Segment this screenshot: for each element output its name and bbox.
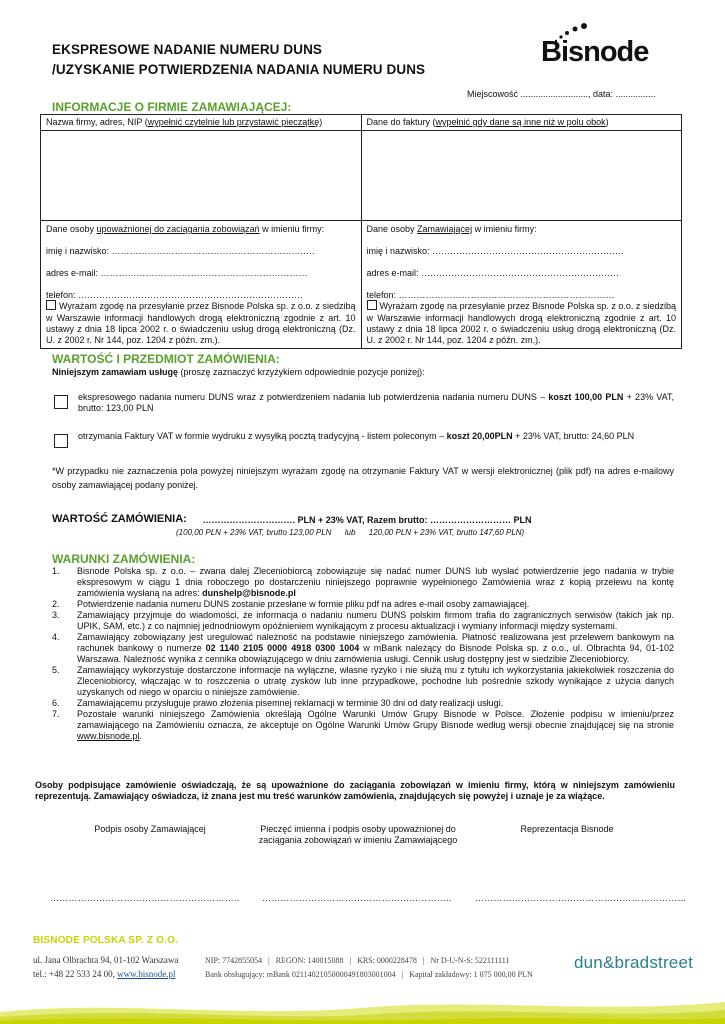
term-item-6: 6. Zamawiającemu przysługuje prawo złożenia pisemnej reklamacji w terminie 30 dni od daty realizacji usługi. [52, 697, 504, 708]
place-date-line: Miejscowość ..........................., data: ................ [467, 89, 656, 99]
ordering-person-block [361, 221, 682, 349]
authorized-name-field[interactable]: imię i nazwisko: ……………………………………………………….…. [46, 245, 315, 256]
footer-bank: Bank obsługujący: mBank 02114021050000491803001004 | Kapitał zakładowy: 1 075 000,00 PLN [205, 970, 533, 979]
authorized-person-label: Dane osoby upoważnionej do zaciągania zobowiązań w imieniu firmy: [46, 224, 325, 235]
signature-field-bisnode[interactable]: …………………………………………………………… [475, 893, 687, 903]
footer-registry: NIP: 7742855054 | REGON: 140015088 | KRS: 0000228478 | Nr D-U-N-S: 522111111 [205, 956, 510, 965]
dun-bradstreet-logo: dun&bradstreet [574, 953, 694, 972]
firm-section-title: INFORMACJE O FIRMIE ZAMAWIAJĄCEJ: [52, 100, 292, 114]
firm-info-table [40, 114, 682, 349]
term-item-7: 7. Pozostałe warunki niniejszego Zamówienia określają Ogólne Warunki Umów Grupy Bisnode w Polsce. Złożenie podpisu w imieniu/przez zamawiającego na Zamówieniu oznacza, że akceptuje on Ogólne Warunki Umów Grupy Bisnode według wersji obecnie znajdującej się na stronie www.bisnode.pl. [52, 708, 674, 741]
footer-address: ul. Jana Olbrachta 94, 01-102 Warszawa [33, 955, 179, 965]
firm-left-header: Nazwa firmy, adres, NIP (wypełnić czytelnie lub przystawić pieczątkę) [41, 115, 362, 131]
signature-label-bisnode: Reprezentacja Bisnode [520, 824, 614, 834]
bisnode-logo-text: Bisnode [541, 36, 649, 68]
authorized-person-block [41, 221, 362, 349]
order-item1-checkbox[interactable] [54, 395, 68, 409]
order-intro: Niniejszym zamawiam usługę (proszę zaznaczyć krzyżykiem odpowiednie pozycje poniżej): [52, 367, 425, 377]
signature-field-authorized[interactable]: …………………………………………………….. [262, 893, 452, 903]
invoice-note: *W przypadku nie zaznaczenia pola powyżej niniejszym wyrażam zgodę na otrzymanie Faktury VAT w wersji elektronicznej (plik pdf) na adres e-mailowy osoby zamawiającej podany poniżej. [52, 466, 674, 490]
term-item-1: 1. Bisnode Polska sp. z o.o. – zwana dalej Zleceniobiorcą zobowiązuje się nadać numer DUNS lub wysłać potwierdzenie jego nadania w trybie ekspresowym w ciągu 1 dnia roboczego po dostarczeniu niniejszego poprawnie wypełnionego Zamówienia wraz z kopią przelewu na kontę zamówienia wysłaną na adres: dunshelp@bisnode.pl [52, 566, 674, 598]
order-item1-text: ekspresowego nadania numeru DUNS wraz z potwierdzeniem nadania lub potwierdzenia nadania numeru DUNS – koszt 100,00 PLN + 23% VAT, brutto: 123,00 PLN [78, 392, 674, 414]
firm-right-header: Dane do faktury (wypełnić gdy dane są inne niż w polu obok) [361, 115, 682, 131]
order-value-field[interactable]: …………………………. PLN + 23% VAT, Razem brutto: ……………………… PLN [200, 515, 532, 525]
order-item2-checkbox[interactable] [54, 434, 68, 448]
document-title-line2: /UZYSKANIE POTWIERDZENIA NADANIA NUMERU DUNS [52, 62, 426, 77]
footer-wave-decoration [0, 992, 725, 1024]
ordering-phone-field[interactable]: telefon: ……………………………………………………………… [366, 290, 615, 300]
ordering-person-label: Dane osoby Zamawiającej w imieniu firmy: [366, 224, 537, 235]
declaration-text: Osoby podpisujące zamówienie oświadczają, że są upoważnione do zaciągania zobowiązań w imieniu firmy, którą w niniejszym zamówieniu reprezentują. Zamawiający oświadcza, iż znana jest mu treść warunków zamówienia, znajdujących się powyżej i uznaje je za wiążące. [35, 780, 675, 802]
signature-label-ordering: Podpis osoby Zamawiającej [94, 824, 206, 834]
ordering-email-field[interactable]: adres e-mail: ………………………………………………………… [366, 267, 620, 278]
bisnode-logo [537, 22, 677, 72]
term-item-5: 5. Zamawiający wykorzystuje dostarczone informacje na wyłączne, własne ryzyko i nie służą mu z tytułu ich wykorzystania jakiekolwiek roszczenia do Zleceniobiorcy, włączając w to roszczenia o utratę zysków lub inne przypadkowe, pochodne lub pośrednie szkody wynikające z użycia danych uzyskanych od niego w oparciu o niniejsze zamówienie. [52, 664, 674, 697]
consent-right-checkbox[interactable] [367, 300, 377, 310]
terms-list [52, 566, 674, 742]
term-item-2: 2. Potwierdzenie nadania numeru DUNS zostanie przesłane w formie pliku pdf na adres e-mail osoby zamawiającej. [52, 598, 530, 609]
document-title-line1: EKSPRESOWE NADANIE NUMERU DUNS [52, 42, 323, 57]
order-item2-text: otrzymania Faktury VAT w formie wydruku z wysyłką pocztą tradycyjną - listem poleconym – koszt 20,00PLN + 23% VAT, brutto: 24,60 PLN [78, 431, 635, 441]
footer-contact: tel.: +48 22 533 24 00, www.bisnode.pl [33, 969, 176, 979]
bisnode-website-link[interactable]: www.bisnode.pl [77, 730, 140, 741]
signature-label-authorized: Pieczęć imienna i podpis osoby upoważnionej do zaciągania zobowiązań w imieniu Zamawiającego [258, 824, 458, 846]
consent-right: Wyrażam zgodę na przesyłanie przez Bisnode Polska sp. z o.o. z siedzibą w Warszawie informacji handlowych drogą elektroniczną zgodnie z art. 10 ustawy z dnia 18 lipca 2002 r. o świadczeniu usług drogą elektroniczną (Dz. U. z 2002 r. Nr 144, poz. 1204 z późn. zm.). [366, 301, 676, 345]
signature-field-ordering[interactable]: …………………………………………………….. [50, 893, 240, 903]
invoice-details-field[interactable] [361, 131, 682, 221]
consent-left-checkbox[interactable] [46, 300, 56, 310]
authorized-email-field[interactable]: adres e-mail: …………………………………………………………… [46, 267, 308, 278]
ordering-name-field[interactable]: imię i nazwisko: ………………………………………………………. [366, 245, 624, 256]
order-section-title: WARTOŚĆ I PRZEDMIOT ZAMÓWIENIA: [52, 352, 280, 366]
term-item-3: 3. Zamawiający przyjmuje do wiadomości, że informacja o nadaniu numeru DUNS polskim firmom trafia do zagranicznych serwisów (takich jak np. UPIK, SAM, etc.) z co najmniej jednodniowym opóźnieniem wynikającym z procesu aktualizacji i wymiany informacji między systemami. [52, 609, 674, 631]
footer-company-name: BISNODE POLSKA SP. Z O.O. [33, 935, 179, 946]
footer-website-link[interactable]: www.bisnode.pl [117, 969, 176, 979]
consent-left: Wyrażam zgodę na przesyłanie przez Bisnode Polska sp. z o.o. z siedzibą w Warszawie informacji handlowych drogą elektroniczną zgodnie z art. 10 ustawy z dnia 18 lipca 2002 r. o świadczeniu usług drogą elektroniczną (Dz. U. z 2002 r. Nr 144, poz. 1204 z późn. zm.). [46, 301, 356, 345]
order-value-label: WARTOŚĆ ZAMÓWIENIA: [52, 513, 187, 525]
authorized-phone-field[interactable]: telefon: ………………………………………………………………… [46, 290, 304, 300]
term-item-4: 4. Zamawiający zobowiązany jest uregulować należność na podstawie niniejszego zamówienia. Płatność realizowana jest przelewem bankowym na rachunek bankowy o numerze 02 1140 2105 0000 4918 0300 1004 w mBank należący do Bisnode Polska sp. z o.o., ul. Olbrachta 94, 01-102 Warszawa. Należność wynika z cennika obowiązującego w dniu zamówienia usługi. Cennik usług dostępny jest w siedzibie Zleceniobiorcy. [52, 631, 674, 664]
terms-section-title: WARUNKI ZAMÓWIENIA: [52, 552, 196, 566]
firm-details-field[interactable] [41, 131, 362, 221]
order-value-example: (100,00 PLN + 23% VAT, brutto 123,00 PLN lub 120,00 PLN + 23% VAT, brutto 147,60 PLN) [176, 528, 525, 537]
